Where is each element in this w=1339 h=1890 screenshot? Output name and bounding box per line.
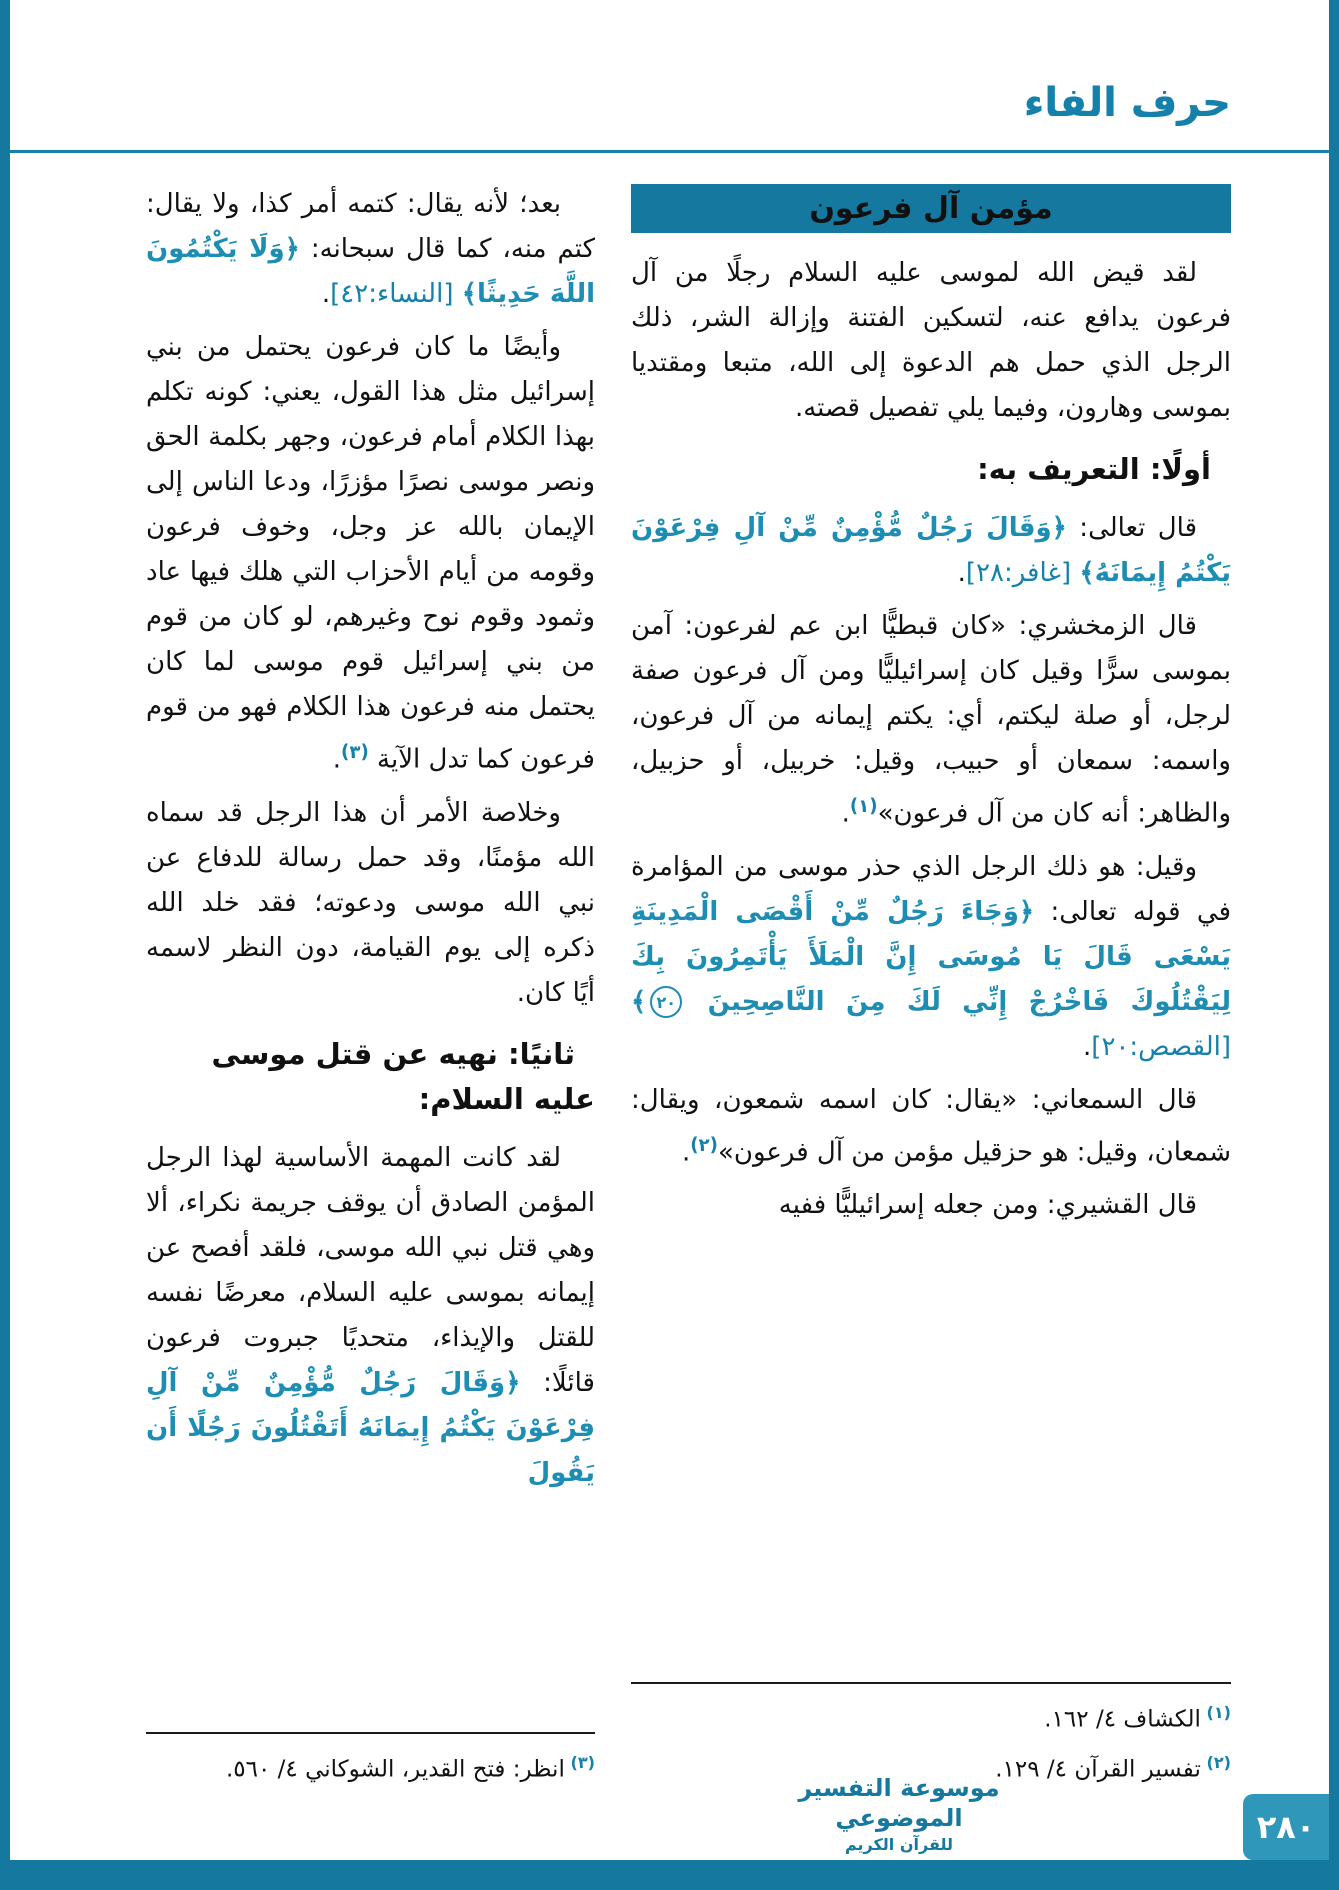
text-run: انظر: فتح القدير، الشوكاني ٤/ ٥٦٠.	[225, 1757, 565, 1783]
footnote-marker: (١)	[849, 796, 878, 817]
footer-bar	[0, 1860, 1339, 1890]
paragraph	[146, 1136, 595, 1496]
chapter-title: حرف الفاء	[1023, 80, 1231, 126]
text-run: .	[332, 744, 342, 775]
text-run: لقد قيض الله لموسى عليه السلام رجلًا من آل فرعون يدافع عنه، لتسكين الفتنة وإزالة الشر، ذلك الرجل الذي حمل هم الدعوة إلى الله، متبعا ومقتديا بموسى وهارون، وفيما يلي تفصيل قصته.	[631, 258, 1231, 423]
text-run: وأيضًا ما كان فرعون يحتمل من بني إسرائيل مثل هذا القول، يعني: كونه تكلم بهذا الكلام أمام فرعون، وجهر بكلمة الحق ونصر موسى نصرًا مؤزرًا، ودعا الناس إلى الإيمان بالله عز وجل، وخوف فرعون وقومه من أيام الأحزاب التي هلك فيها عاد وثمود وقوم نوح وغيرهم، لو كان من قوم من بني إسرائيل قوم موسى لما كان يحتمل منه فرعون هذا الكلام فهو من قوم فرعون كما تدل الآية	[146, 332, 595, 775]
left-column	[146, 182, 595, 1795]
text-run: ثانيًا: نهيه عن قتل موسى عليه السلام:	[211, 1036, 595, 1116]
ayah-number: ٢٠	[650, 986, 682, 1018]
paragraph	[146, 325, 595, 783]
text-run: أولًا: التعريف به:	[977, 452, 1211, 486]
text-run: .	[681, 1137, 691, 1168]
paragraph	[631, 845, 1231, 1070]
publisher-logo-title: موسوعة التفسير الموضوعي	[798, 1774, 1000, 1832]
footnote	[631, 1694, 1231, 1739]
publisher-logo-subtitle: للقرآن الكريم	[844, 1835, 954, 1854]
left-column-footnotes	[146, 1726, 595, 1795]
header-rule	[10, 150, 1329, 153]
quran-quote: ﴾	[631, 986, 647, 1017]
paragraph	[631, 251, 1231, 431]
quran-quote: ﴿وَقَالَ رَجُلٌ مُّؤْمِنٌ مِّنْ آلِ فِرْعَوْنَ يَكْتُمُ إِيمَانَهُ أَتَقْتُلُونَ رَجُلًا أَن يَقُولَ	[146, 1367, 595, 1488]
paragraph	[631, 1183, 1231, 1228]
text-run: قال الزمخشري: «كان قبطيًّا ابن عم لفرعون: آمن بموسى سرًّا وقيل كان إسرائيليًّا ومن آل فرعون صفة لرجل، أو صلة ليكتم، أي: يكتم إيمانه من آل فرعون، واسمه: سمعان أو حبيب، وقيل: خربيل، أو حزبيل، والظاهر: أنه كان من آل فرعون»	[631, 611, 1231, 829]
right-edge-decoration	[1329, 0, 1339, 1890]
text-run: بعد؛ لأنه يقال: كتمه أمر كذا، ولا يقال: كتم منه، كما قال سبحانه:	[146, 189, 595, 264]
publisher-logo	[789, 1773, 1009, 1854]
section-heading	[146, 1032, 595, 1122]
text-run: وخلاصة الأمر أن هذا الرجل قد سماه الله مؤمنًا، وقد حمل رسالة للدفاع عن نبي الله موسى ودعوته؛ فقد خلد الله ذكره إلى يوم القيامة، دون النظر لاسمه أيًا كان.	[146, 797, 595, 1008]
text-run: الكشاف ٤/ ١٦٢.	[1044, 1706, 1201, 1733]
verse-reference: [النساء:٤٢]	[330, 279, 462, 309]
page-content	[146, 182, 1231, 1795]
text-run: قال القشيري: ومن جعله إسرائيليًّا ففيه	[778, 1190, 1197, 1221]
footnote-marker: (٣)	[341, 742, 369, 763]
paragraph	[631, 506, 1231, 596]
text-run: قال السمعاني: «يقال: كان اسمه شمعون، ويقال: شمعان، وقيل: هو حزقيل مؤمن من آل فرعون»	[631, 1084, 1231, 1168]
section-title-box	[631, 184, 1231, 233]
quran-quote: ﴿وَقَالَ رَجُلٌ مُّؤْمِنٌ مِّنْ آلِ فِرْعَوْنَ يَكْتُمُ إِيمَانَهُ﴾	[631, 513, 1231, 588]
text-run: .	[321, 279, 331, 309]
footnote-list	[146, 1744, 595, 1789]
section-heading	[631, 447, 1231, 492]
left-column-body	[146, 182, 595, 1504]
text-run: .	[841, 798, 850, 829]
right-column	[631, 182, 1231, 1795]
text-run: لقد كانت المهمة الأساسية لهذا الرجل المؤمن الصادق أن يوقف جريمة نكراء، ألا وهي قتل نبي الله موسى، فلقد أفصح عن إيمانه بموسى عليه السلام، معرضًا نفسه للقتل والإيذاء، متحديًا جبروت فرعون قائلًا:	[146, 1142, 595, 1398]
footnote-separator	[146, 1732, 595, 1734]
footnote-marker: (٢)	[690, 1134, 718, 1156]
text-run: .	[957, 558, 966, 588]
text-run: قال تعالى:	[1066, 513, 1197, 543]
page-number: ٢٨٠	[1243, 1794, 1329, 1860]
paragraph	[146, 791, 595, 1016]
verse-reference: [غافر:٢٨]	[965, 558, 1080, 588]
text-run: مؤمن آل فرعون	[809, 191, 1053, 226]
text-run: وقيل: هو ذلك الرجل الذي حذر موسى من المؤامرة في قوله تعالى:	[631, 851, 1231, 927]
paragraph	[146, 182, 595, 317]
right-column-body	[631, 182, 1231, 1236]
quran-quote: ﴿وَلَا يَكْتُمُونَ اللَّهَ حَدِيثًا﴾	[146, 234, 595, 309]
footnote-marker: (١)	[1200, 1702, 1231, 1722]
footnote	[146, 1744, 595, 1789]
footnote-separator	[631, 1682, 1231, 1684]
verse-reference: [القصص:٢٠]	[1091, 1031, 1231, 1062]
quran-quote: ﴿وَجَاءَ رَجُلٌ مِّنْ أَقْصَى الْمَدِينَةِ يَسْعَى قَالَ يَا مُوسَى إِنَّ الْمَلَأَ يَأْتَمِرُونَ بِكَ لِيَقْتُلُوكَ فَاخْرُجْ إِنِّي لَكَ مِنَ النَّاصِحِينَ	[631, 896, 1231, 1017]
text-run: .	[1083, 1031, 1092, 1062]
footnote-marker: (٣)	[564, 1753, 595, 1773]
paragraph	[631, 1078, 1231, 1176]
text-run: تفسير القرآن ٤/ ١٢٩.	[995, 1757, 1201, 1783]
paragraph	[631, 604, 1231, 837]
left-edge-decoration	[0, 0, 10, 1890]
footnote-marker: (٢)	[1200, 1753, 1231, 1773]
